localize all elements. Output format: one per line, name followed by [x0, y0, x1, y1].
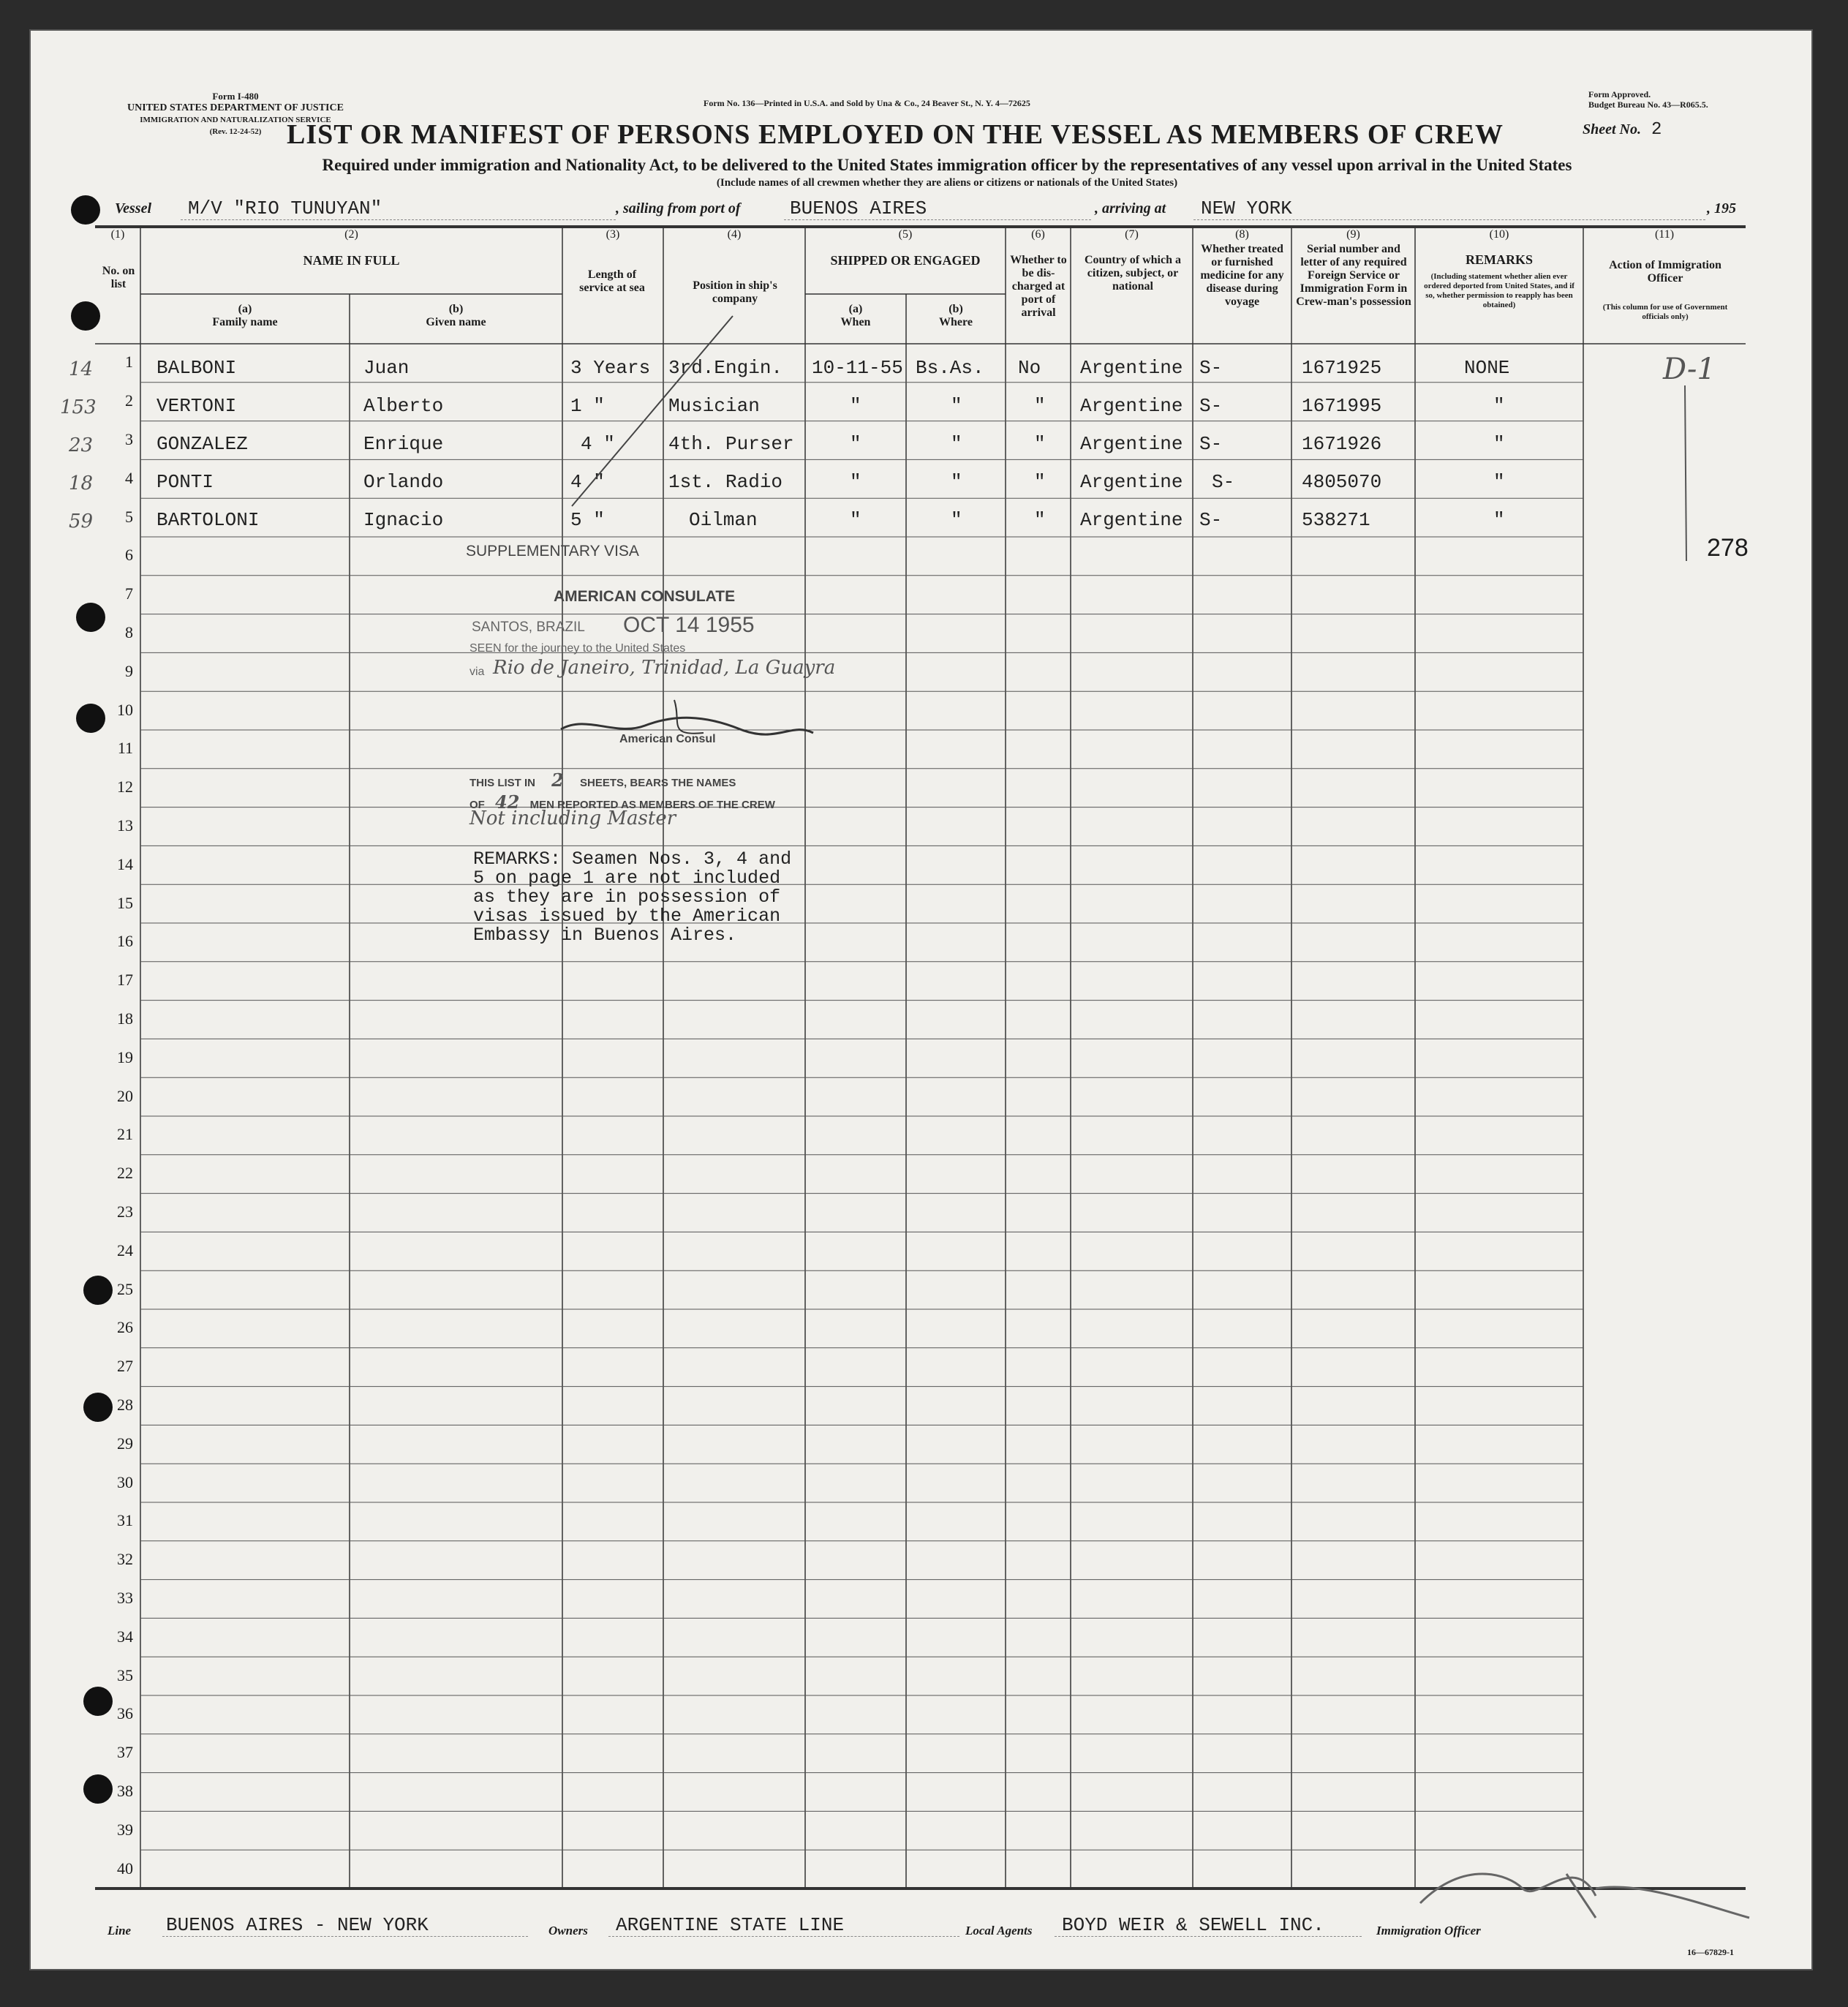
medicine: S-	[1199, 357, 1223, 379]
col-discharged-header: Whether to be dis-charged at port of arrival	[1010, 254, 1067, 319]
family-name: BALBONI	[156, 357, 237, 379]
discharged: "	[1034, 395, 1046, 417]
col-where-label: Where	[939, 316, 973, 328]
col-name-header: NAME IN FULL	[303, 253, 400, 268]
officer-mark: D-1	[1663, 353, 1716, 386]
row-number: 1	[125, 353, 133, 372]
form-id: Form I-480	[212, 91, 259, 102]
margin-note: 14	[69, 358, 94, 380]
serial-number: 1671995	[1302, 395, 1382, 417]
footer-code: 16—67829-1	[1687, 1947, 1734, 1957]
medicine: S-	[1199, 395, 1223, 417]
row-number: 7	[125, 584, 133, 603]
col-medicine-header: Whether treated or furnished medicine for any disease during voyage	[1200, 243, 1284, 308]
serial-number: 1671925	[1302, 357, 1382, 379]
position: Musician	[668, 395, 760, 417]
given-name: Enrique	[363, 433, 444, 455]
row-number: 17	[117, 971, 133, 990]
given-name: Alberto	[363, 395, 444, 417]
row-number: 39	[117, 1820, 133, 1839]
given-name: Juan	[363, 357, 410, 379]
remarks-block	[473, 850, 791, 945]
row-number: 8	[125, 623, 133, 641]
list-b: SHEETS, BEARS THE NAMES	[580, 777, 736, 789]
service-length: 5 "	[570, 509, 605, 531]
row-number: 26	[117, 1318, 133, 1337]
officer-bracket-icon	[1669, 382, 1698, 565]
row-number: 5	[125, 507, 133, 526]
row-number: 28	[117, 1396, 133, 1414]
stamp-date: OCT 14 1955	[623, 613, 755, 637]
col-num-5: (5)	[898, 228, 913, 241]
list-c: MEN REPORTED AS MEMBERS OF THE CREW	[529, 799, 775, 811]
row-number: 20	[117, 1086, 133, 1105]
row-number: 9	[125, 661, 133, 680]
col-remarks-note: (Including statement whether alien ever ordered deported from United States, and if so, whether permission to reapply has been obtained)	[1424, 272, 1574, 309]
col-when-header	[805, 303, 906, 329]
officer-label: Immigration Officer	[1376, 1924, 1481, 1938]
arriving-label: , arriving at	[1095, 200, 1166, 216]
row-number: 24	[117, 1240, 133, 1259]
vessel-label: Vessel	[115, 200, 151, 216]
country: Argentine	[1080, 471, 1183, 493]
port-value: BUENOS AIRES	[790, 197, 927, 219]
remarks: "	[1493, 471, 1505, 493]
approved-text: Form Approved.	[1588, 89, 1651, 99]
page-subtitle: Required under immigration and Nationality Act, to be delivered to the United States immigration officer by the representatives of any vessel upon arrival in the United States	[322, 156, 1572, 174]
row-number: 6	[125, 546, 133, 565]
col-num-2: (2)	[344, 228, 358, 241]
service-length: 3 Years	[570, 357, 651, 379]
col-where-header	[906, 303, 1006, 329]
row-number: 10	[117, 700, 133, 719]
sheet-label: Sheet No.	[1583, 121, 1641, 138]
row-number: 32	[117, 1550, 133, 1569]
remarks: "	[1493, 395, 1505, 417]
row-number: 36	[117, 1704, 133, 1723]
page-count: 278	[1707, 534, 1749, 562]
list-note: Not including Master	[469, 807, 676, 829]
owners-value: ARGENTINE STATE LINE	[616, 1914, 845, 1936]
year-label: , 195	[1707, 200, 1736, 216]
list-a: THIS LIST IN	[469, 777, 535, 789]
budget-text: Budget Bureau No. 43—R065.5.	[1588, 99, 1708, 110]
consulate-name: AMERICAN CONSULATE	[554, 588, 736, 605]
consul-signature	[557, 693, 821, 758]
family-name: VERTONI	[156, 395, 237, 417]
col-num-4: (4)	[727, 228, 742, 241]
medicine: S-	[1212, 471, 1235, 493]
service-length: 1 "	[570, 395, 605, 417]
col-num-7: (7)	[1125, 228, 1139, 241]
margin-note: 23	[69, 434, 94, 456]
margin-note: 59	[69, 511, 94, 532]
margin-note: 18	[69, 472, 94, 494]
serial-number: 538271	[1302, 509, 1370, 531]
printer-line: Form No. 136—Printed in U.S.A. and Sold by Una & Co., 24 Beaver St., N. Y. 4—72625	[704, 98, 1030, 108]
country: Argentine	[1080, 395, 1183, 417]
shipped-when: "	[850, 471, 861, 493]
row-number: 29	[117, 1434, 133, 1453]
country: Argentine	[1080, 509, 1183, 531]
row-number: 11	[117, 739, 133, 758]
shipped-where: "	[951, 395, 962, 417]
row-number: 33	[117, 1589, 133, 1607]
consul-title: American Consul	[619, 733, 716, 745]
col-no-header: No. on list	[102, 265, 135, 290]
serial-number: 4805070	[1302, 471, 1382, 493]
row-number: 31	[117, 1511, 133, 1530]
list-statement	[469, 769, 736, 791]
col-num-8: (8)	[1235, 228, 1249, 241]
col-num-3: (3)	[606, 228, 620, 241]
col-when-letter: (a)	[848, 303, 863, 315]
service-length: 4 "	[570, 471, 605, 493]
medicine: S-	[1199, 433, 1223, 455]
remarks: NONE	[1464, 357, 1510, 379]
form-rev: (Rev. 12-24-52)	[209, 127, 262, 136]
include-note: (Include names of all crewmen whether they are aliens or citizens or nationals of the United States)	[716, 177, 1178, 189]
row-number: 23	[117, 1202, 133, 1221]
row-number: 35	[117, 1665, 133, 1684]
sheet-value: 2	[1651, 120, 1662, 140]
vessel-value: M/V "RIO TUNUYAN"	[188, 197, 382, 219]
shipped-when: "	[850, 509, 861, 531]
col-given-header	[350, 303, 562, 329]
row-number: 16	[117, 932, 133, 951]
country: Argentine	[1080, 357, 1183, 379]
position: 1st. Radio	[668, 471, 783, 493]
row-number: 14	[117, 854, 133, 873]
remarks-line: Embassy in Buenos Aires.	[473, 925, 737, 946]
margin-note: 153	[60, 396, 97, 418]
shipped-where: Bs.As.	[916, 357, 984, 379]
col-service-header: Length of service at sea	[579, 268, 645, 294]
list-of: OF	[469, 799, 485, 811]
col-where-letter: (b)	[948, 303, 963, 315]
row-number: 18	[117, 1009, 133, 1028]
remarks-line: 5 on page 1 are not included	[473, 867, 781, 889]
family-name: PONTI	[156, 471, 214, 493]
service-length: 4 "	[581, 433, 615, 455]
discharged: No	[1018, 357, 1041, 379]
row-number: 37	[117, 1743, 133, 1762]
col-serial-header: Serial number and letter of any required Foreign Service or Immigration Form in Crew-man's possession	[1296, 243, 1411, 308]
row-number: 30	[117, 1472, 133, 1491]
manifest-sheet	[29, 29, 1813, 1970]
remarks: "	[1493, 509, 1505, 531]
row-number: 40	[117, 1859, 133, 1878]
line-label: Line	[108, 1924, 132, 1938]
row-number: 38	[117, 1782, 133, 1800]
position: 3rd.Engin.	[668, 357, 783, 379]
col-family-letter: (a)	[238, 303, 252, 315]
row-number: 25	[117, 1279, 133, 1298]
discharged: "	[1034, 509, 1046, 531]
position: Oilman	[689, 509, 758, 531]
supplementary-visa: SUPPLEMENTARY VISA	[466, 543, 639, 560]
family-name: GONZALEZ	[156, 433, 248, 455]
stamp-via: Rio de Janeiro, Trinidad, La Guayra	[493, 657, 836, 679]
stamp-via-label: via	[469, 666, 485, 678]
position: 4th. Purser	[668, 433, 794, 455]
shipped-when: "	[850, 395, 861, 417]
given-name: Ignacio	[363, 509, 444, 531]
col-given-letter: (b)	[448, 303, 464, 315]
remarks-line: visas issued by the American	[473, 905, 781, 927]
owners-label: Owners	[548, 1924, 588, 1938]
col-family-header	[140, 303, 350, 329]
sailing-label: , sailing from port of	[616, 200, 741, 216]
discharged: "	[1034, 433, 1046, 455]
discharged: "	[1034, 471, 1046, 493]
shipped-where: "	[951, 433, 962, 455]
shipped-when: 10-11-55	[812, 357, 903, 379]
row-number: 34	[117, 1627, 133, 1646]
family-name: BARTOLONI	[156, 509, 260, 531]
country: Argentine	[1080, 433, 1183, 455]
col-num-9: (9)	[1346, 228, 1360, 241]
agents-value: BOYD WEIR & SEWELL INC.	[1062, 1914, 1324, 1936]
col-num-1: (1)	[110, 228, 125, 241]
col-family-label: Family name	[212, 316, 278, 328]
shipped-where: "	[951, 471, 962, 493]
shipped-when: "	[850, 433, 861, 455]
row-number: 4	[125, 468, 133, 487]
col-when-label: When	[840, 316, 871, 328]
row-number: 2	[125, 391, 133, 410]
officer-signature	[1406, 1845, 1757, 1932]
line-value: BUENOS AIRES - NEW YORK	[166, 1914, 429, 1936]
row-number: 19	[117, 1047, 133, 1066]
shipped-where: "	[951, 509, 962, 531]
given-name: Orlando	[363, 471, 444, 493]
consulate-place: SANTOS, BRAZIL	[472, 620, 585, 635]
agents-label: Local Agents	[965, 1924, 1033, 1938]
col-position-header: Position in ship's company	[693, 279, 777, 305]
row-number: 3	[125, 430, 133, 448]
col-given-label: Given name	[426, 316, 486, 328]
strike-through-mark	[565, 309, 740, 528]
page-title: LIST OR MANIFEST OF PERSONS EMPLOYED ON THE VESSEL AS MEMBERS OF CREW	[287, 119, 1504, 150]
medicine: S-	[1199, 509, 1223, 531]
remarks-line: REMARKS: Seamen Nos. 3, 4 and	[473, 848, 792, 870]
col-country-header: Country of which a citizen, subject, or national	[1084, 254, 1181, 293]
row-number: 13	[117, 816, 133, 835]
col-num-11: (11)	[1654, 228, 1675, 241]
col-shipped-header: SHIPPED OR ENGAGED	[830, 253, 981, 268]
serial-number: 1671926	[1302, 433, 1382, 455]
col-num-6: (6)	[1031, 228, 1045, 241]
men-count: 42	[495, 791, 520, 813]
remarks-line: as they are in possession of	[473, 886, 781, 908]
stamp-seen: SEEN for the journey to the United States	[469, 642, 686, 655]
col-action-header: Action of Immigration Officer	[1609, 259, 1721, 285]
row-number: 22	[117, 1164, 133, 1183]
remarks: "	[1493, 433, 1505, 455]
col-action-note: (This column for use of Government officials only)	[1602, 303, 1728, 321]
arriving-value: NEW YORK	[1201, 197, 1292, 219]
col-num-10: (10)	[1489, 228, 1509, 241]
row-number: 15	[117, 893, 133, 912]
col-remarks-header: REMARKS	[1465, 252, 1533, 267]
row-number: 12	[117, 777, 133, 797]
service-name: IMMIGRATION AND NATURALIZATION SERVICE	[140, 116, 331, 124]
sheets-count: 2	[551, 769, 564, 791]
row-number: 27	[117, 1357, 133, 1376]
row-number: 21	[117, 1125, 133, 1144]
dept-name: UNITED STATES DEPARTMENT OF JUSTICE	[127, 102, 344, 113]
